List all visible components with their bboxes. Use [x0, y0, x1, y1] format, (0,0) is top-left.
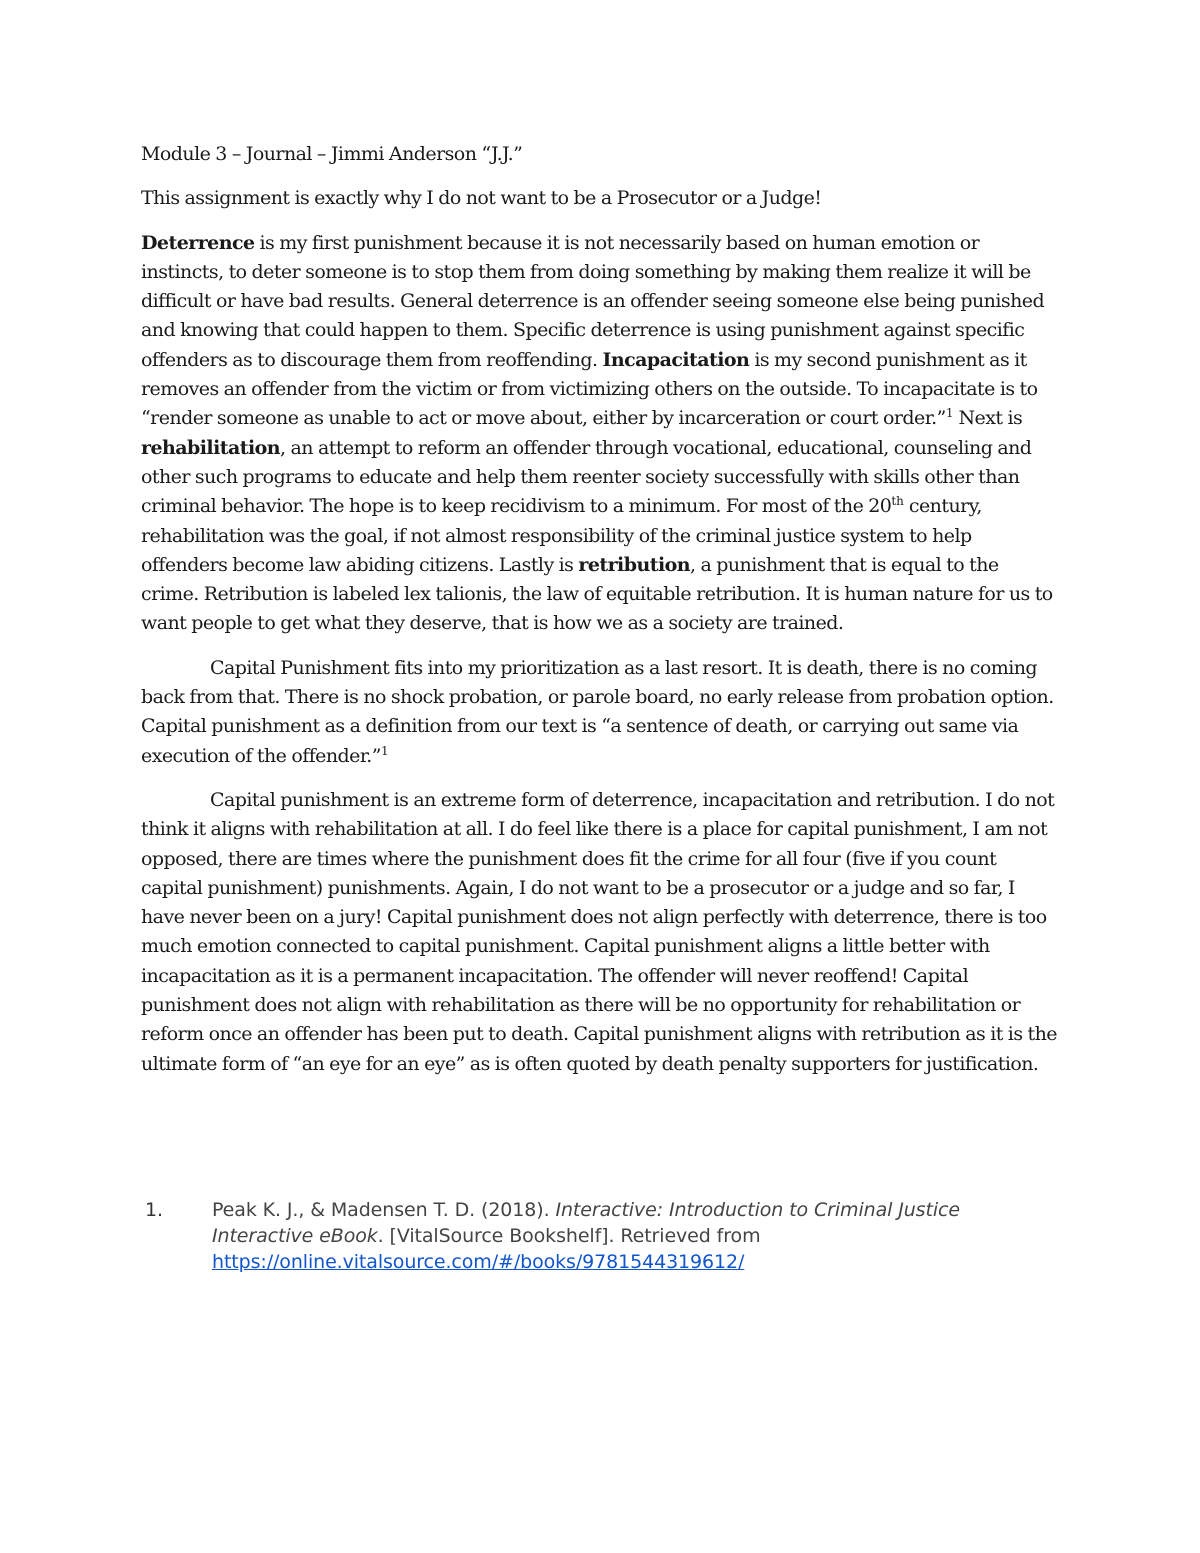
footnote-marker: 1	[380, 743, 389, 758]
paragraph1-text5: century, rehabilitation was the goal, if not almost responsibility of the criminal justice system to help offenders become law abiding citizens. Lastly is	[141, 495, 982, 576]
intro-line: This assignment is exactly why I do not want to be a Prosecutor or a Judge!	[141, 187, 822, 210]
journal-heading: Module 3 – Journal – Jimmi Anderson “J.J.”	[141, 143, 523, 165]
term-deterrence: Deterrence	[141, 231, 255, 254]
reference-item	[141, 1197, 1061, 1275]
paragraph1-text1: is my first punishment because it is not necessarily based on human emotion or instincts, to deter someone is to stop them from doing something by making them realize it will be difficult or have bad results. General deterrence is an offender seeing someone else being punished and knowing that could happen to them. Specific deterrence is using punishment against specific offenders as to discourage them from reoffending.	[141, 231, 1045, 371]
term-rehabilitation: rehabilitation	[141, 436, 281, 459]
references-list	[141, 1197, 1061, 1275]
paragraph1-text3: Next is	[953, 407, 1023, 430]
paragraph1-text6: , a punishment that is equal to the crime. Retribution is labeled lex talionis, the law of equitable retribution. It is human nature for us to want people to get what they deserve, that is how we as a society are trained.	[141, 553, 1053, 635]
reference-number: 1.	[145, 1199, 163, 1221]
reference-title: Interactive: Introduction to Criminal Justice Interactive eBook	[212, 1199, 960, 1247]
paragraph2-text: Capital Punishment fits into my prioritization as a last resort. It is death, there is no coming back from that. There is no shock probation, or parole board, no early release from probation option. Capital punishment as a definition from our text is “a sentence of death, or carrying out same via execution of the offender.”	[141, 656, 1054, 767]
paragraph-punishments	[141, 229, 1061, 639]
journal-body	[141, 140, 1061, 1094]
paragraph-capital-punishment	[141, 654, 1061, 771]
paragraph1-text4: , an attempt to reform an offender through vocational, educational, counseling and other such programs to educate and help them reenter society successfully with skills other than criminal behavior. The hope is to keep recidivism to a minimum. For most of the 20	[141, 436, 1032, 518]
term-incapacitation: Incapacitation	[602, 348, 750, 371]
footnote-marker: 1	[945, 406, 954, 421]
paragraph-alignment: Capital punishment is an extreme form of deterrence, incapacitation and retribution. I do not think it aligns with rehabilitation at all. I do feel like there is a place for capital punishment, I am not opposed, there are times where the punishment does fit the crime for all four (five if you count capital punishment) punishments. Again, I do not want to be a prosecutor or a judge and so far, I have never been on a jury! Capital punishment does not align perfectly with deterrence, there is too much emotion connected to capital punishment. Capital punishment aligns a little better with incapacitation as it is a permanent incapacitation. The offender will never reoffend! Capital punishment does not align with rehabilitation as there will be no opportunity for rehabilitation or reform once an offender has been put to death. Capital punishment aligns with retribution as it is the ultimate form of “an eye for an eye” as is often quoted by death penalty supporters for justification.	[141, 788, 1057, 1075]
reference-publisher: . [VitalSource Bookshelf]. Retrieved from	[377, 1225, 761, 1247]
paragraph1-text2: is my second punishment as it removes an offender from the victim or from victimizing others on the outside. To incapacitate is to “render someone as unable to act or move about, either by incarceration or court order.”	[141, 348, 1038, 430]
ordinal-superscript: th	[891, 494, 904, 509]
reference-link[interactable]: https://online.vitalsource.com/#/books/9781544319612/	[212, 1251, 745, 1273]
term-retribution: retribution	[578, 553, 690, 576]
reference-authors: Peak K. J., & Madensen T. D. (2018).	[212, 1199, 556, 1221]
